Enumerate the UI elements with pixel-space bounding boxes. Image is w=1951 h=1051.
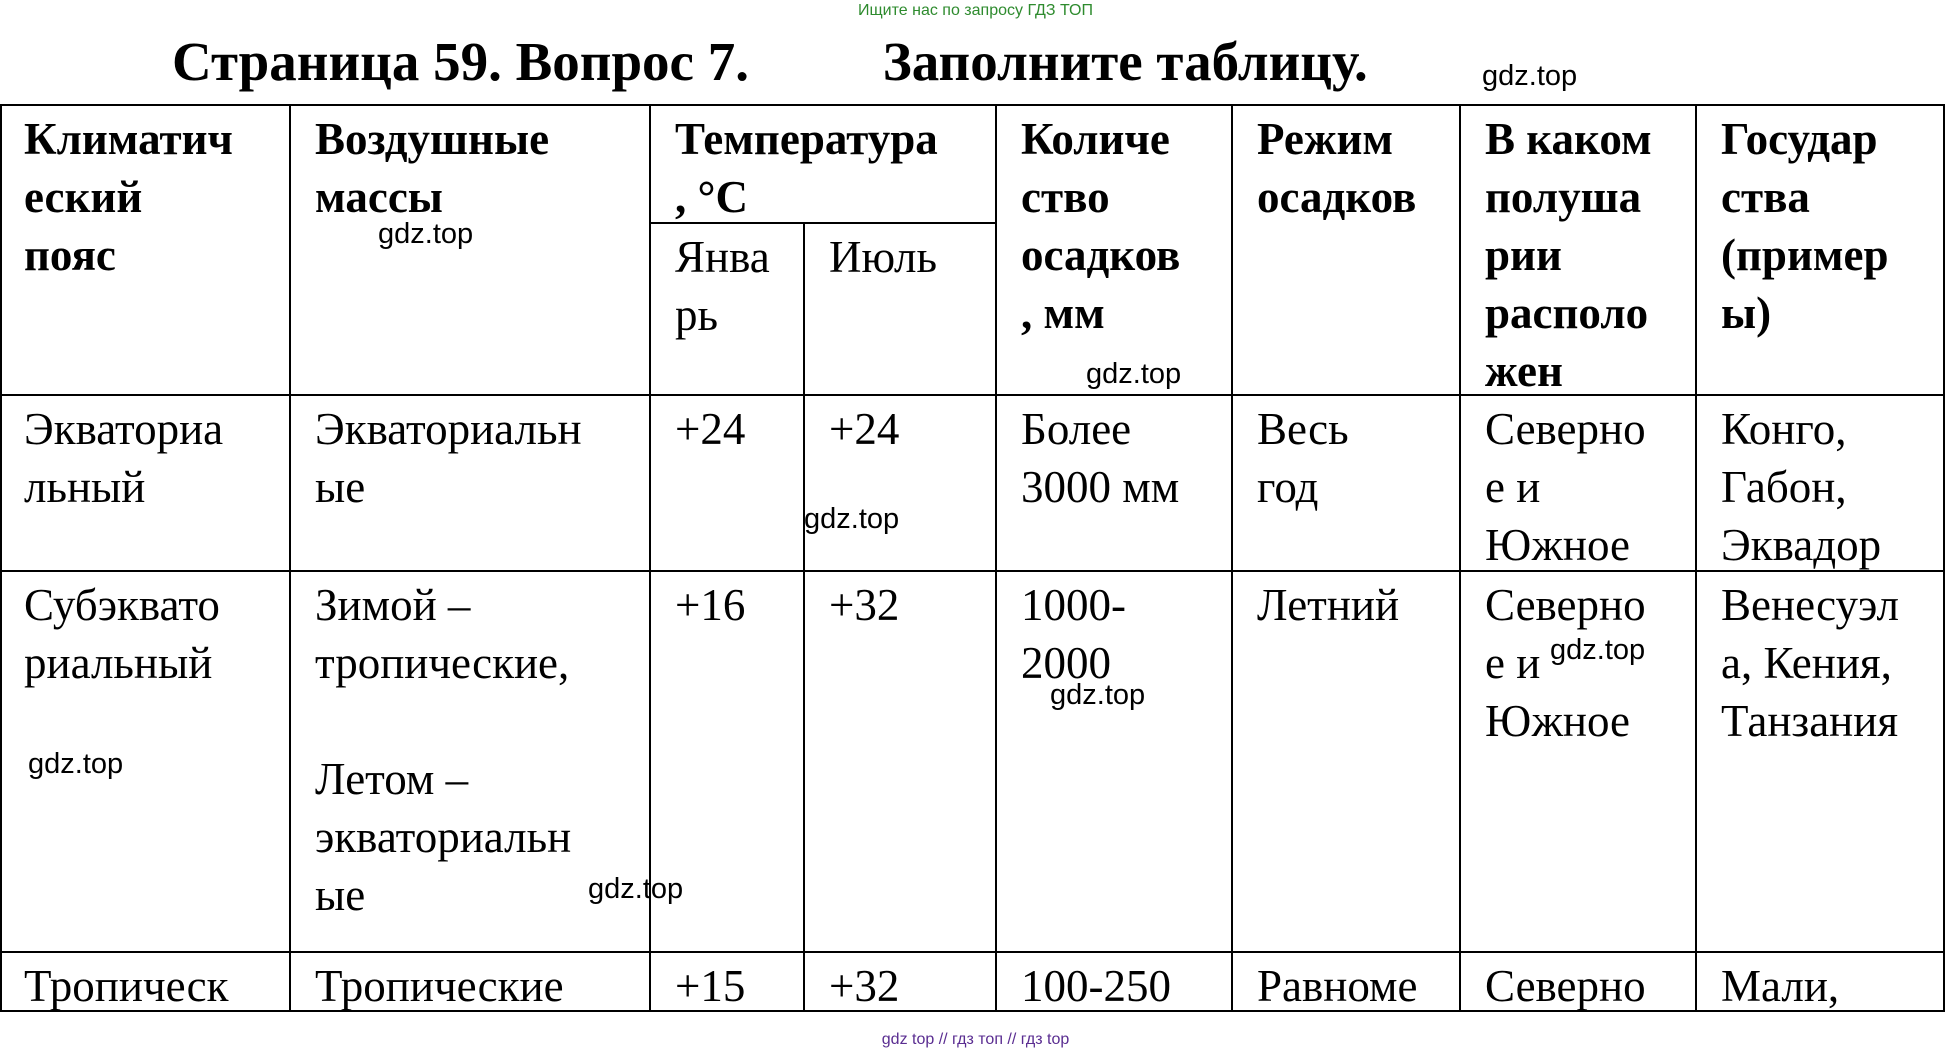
cell-july: +24 xyxy=(829,404,900,454)
cell-countries: Конго, Габон, Эквадор xyxy=(1721,404,1882,570)
cell-january: +24 xyxy=(675,404,746,454)
cell-july: +32 xyxy=(829,580,900,630)
header-hemisphere: В каком полуша рии располо жен xyxy=(1485,114,1652,394)
watermark: gdz.top xyxy=(378,218,474,250)
cell-countries: Мали, xyxy=(1721,961,1840,1010)
cell-belt: Субэквато риальный xyxy=(24,580,220,688)
watermark: gdz.top xyxy=(588,873,684,905)
table-border-right xyxy=(1943,104,1945,1012)
cell-july: +32 xyxy=(829,961,900,1010)
cell-belt: Тропическ xyxy=(24,961,229,1010)
page-title xyxy=(172,30,1368,93)
header-temperature: Температура , °С xyxy=(675,114,938,222)
cell-precip-regime: Равноме xyxy=(1257,961,1418,1010)
title-question: Страница 59. Вопрос 7. xyxy=(172,31,749,92)
watermark: gdz.top xyxy=(804,503,900,535)
cell-january: +15 xyxy=(675,961,746,1010)
cell-hemisphere: Северно xyxy=(1485,961,1646,1010)
header-january: Янва рь xyxy=(675,232,770,340)
bottom-banner: gdz top // гдз топ // гдз top xyxy=(881,1031,1070,1048)
header-july: Июль xyxy=(829,232,937,282)
header-precip-amount: Количе ство осадков , мм xyxy=(1021,114,1181,338)
watermark: gdz.top xyxy=(1550,634,1646,666)
cell-january: +16 xyxy=(675,580,746,630)
cell-precip-regime: Летний xyxy=(1257,580,1400,630)
cell-air-masses: Тропические xyxy=(315,961,564,1010)
header-countries: Государ ства (пример ы) xyxy=(1721,114,1889,338)
cell-hemisphere: Северно е и Южное xyxy=(1485,404,1646,570)
watermark: gdz.top xyxy=(28,748,124,780)
watermark: gdz.top xyxy=(1050,679,1146,711)
top-banner: Ищите нас по запросу ГДЗ ТОП xyxy=(858,2,1093,19)
cell-precip-amount: 100-250 xyxy=(1021,961,1171,1010)
cell-countries: Венесуэл а, Кения, Танзания xyxy=(1721,580,1900,746)
cell-hemisphere: Северно е и Южное xyxy=(1485,580,1646,746)
watermark: gdz.top xyxy=(1482,60,1578,92)
header-air-masses: Воздушные массы xyxy=(315,114,550,222)
cell-air-masses: Зимой – тропические, Летом – экваториальн ые xyxy=(315,580,572,920)
title-task: Заполните таблицу. xyxy=(882,31,1368,92)
cell-precip-amount: Более 3000 мм xyxy=(1021,404,1180,512)
cell-air-masses: Экваториальн ые xyxy=(315,404,582,512)
cell-precip-regime: Весь год xyxy=(1257,404,1349,512)
table-border-bottom xyxy=(0,1010,1945,1012)
cell-belt: Экваториа льный xyxy=(24,404,224,512)
watermark: gdz.top xyxy=(1086,358,1182,390)
header-precip-regime: Режим осадков xyxy=(1257,114,1417,222)
header-climate-belt: Климатич еский пояс xyxy=(24,114,233,280)
cell-precip-amount: 1000- 2000 xyxy=(1021,580,1126,688)
